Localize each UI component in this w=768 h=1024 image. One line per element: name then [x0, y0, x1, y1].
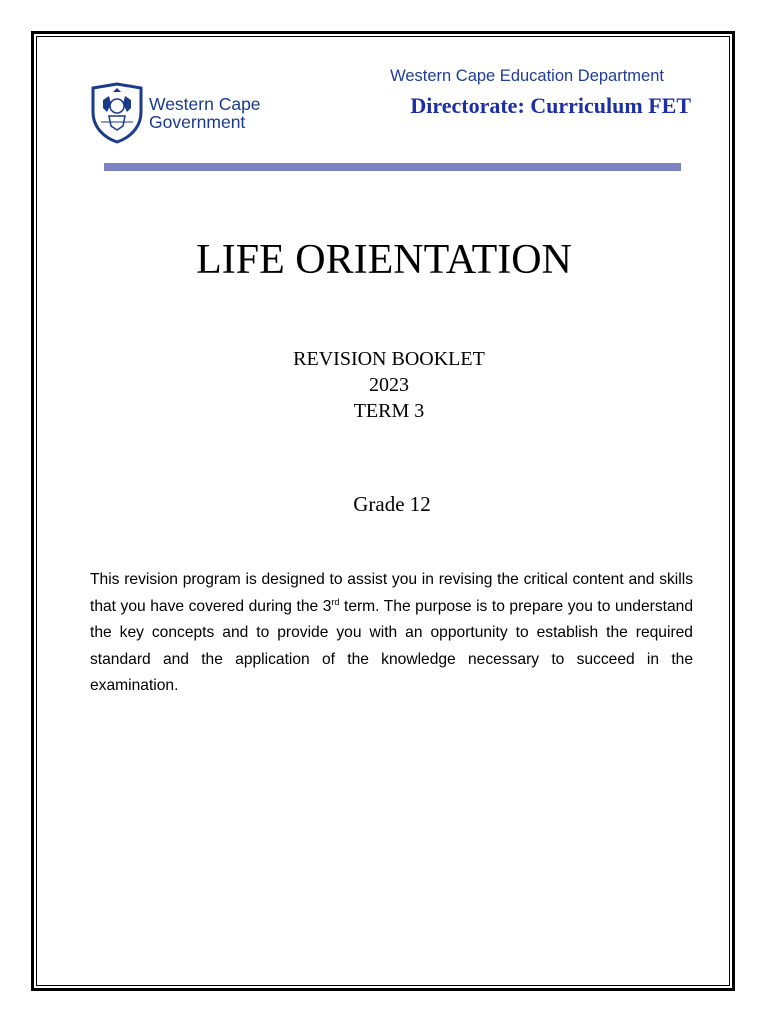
- directorate-name: Directorate: Curriculum FET: [410, 93, 691, 118]
- logo-line-2: Government: [149, 112, 246, 132]
- intro-text-part-1: This revision program is designed to assist you in revising the critical content and skills that you have covered during the 3: [90, 571, 693, 615]
- document-title: LIFE ORIENTATION: [196, 237, 572, 283]
- booklet-term: TERM 3: [353, 400, 425, 422]
- logo-wordmark: [149, 95, 261, 131]
- western-cape-government-logo: [89, 82, 261, 144]
- intro-superscript: rd: [331, 596, 340, 607]
- intro-paragraph: [90, 567, 693, 700]
- header-divider: [104, 163, 681, 171]
- grade-label: Grade 12: [353, 492, 431, 516]
- logo-line-1: Western Cape: [149, 94, 261, 114]
- intro-text-part-2: term. The purpose is to prepare you to understand the key concepts and to provide you with an opportunity to establish the required standard and the application of the knowledge necessary to succeed in the examination.: [90, 597, 693, 694]
- booklet-label: REVISION BOOKLET: [293, 348, 485, 370]
- booklet-info: [0, 346, 768, 424]
- department-name: Western Cape Education Department: [390, 67, 664, 85]
- booklet-year: 2023: [369, 374, 409, 396]
- coat-of-arms-icon: [89, 82, 145, 144]
